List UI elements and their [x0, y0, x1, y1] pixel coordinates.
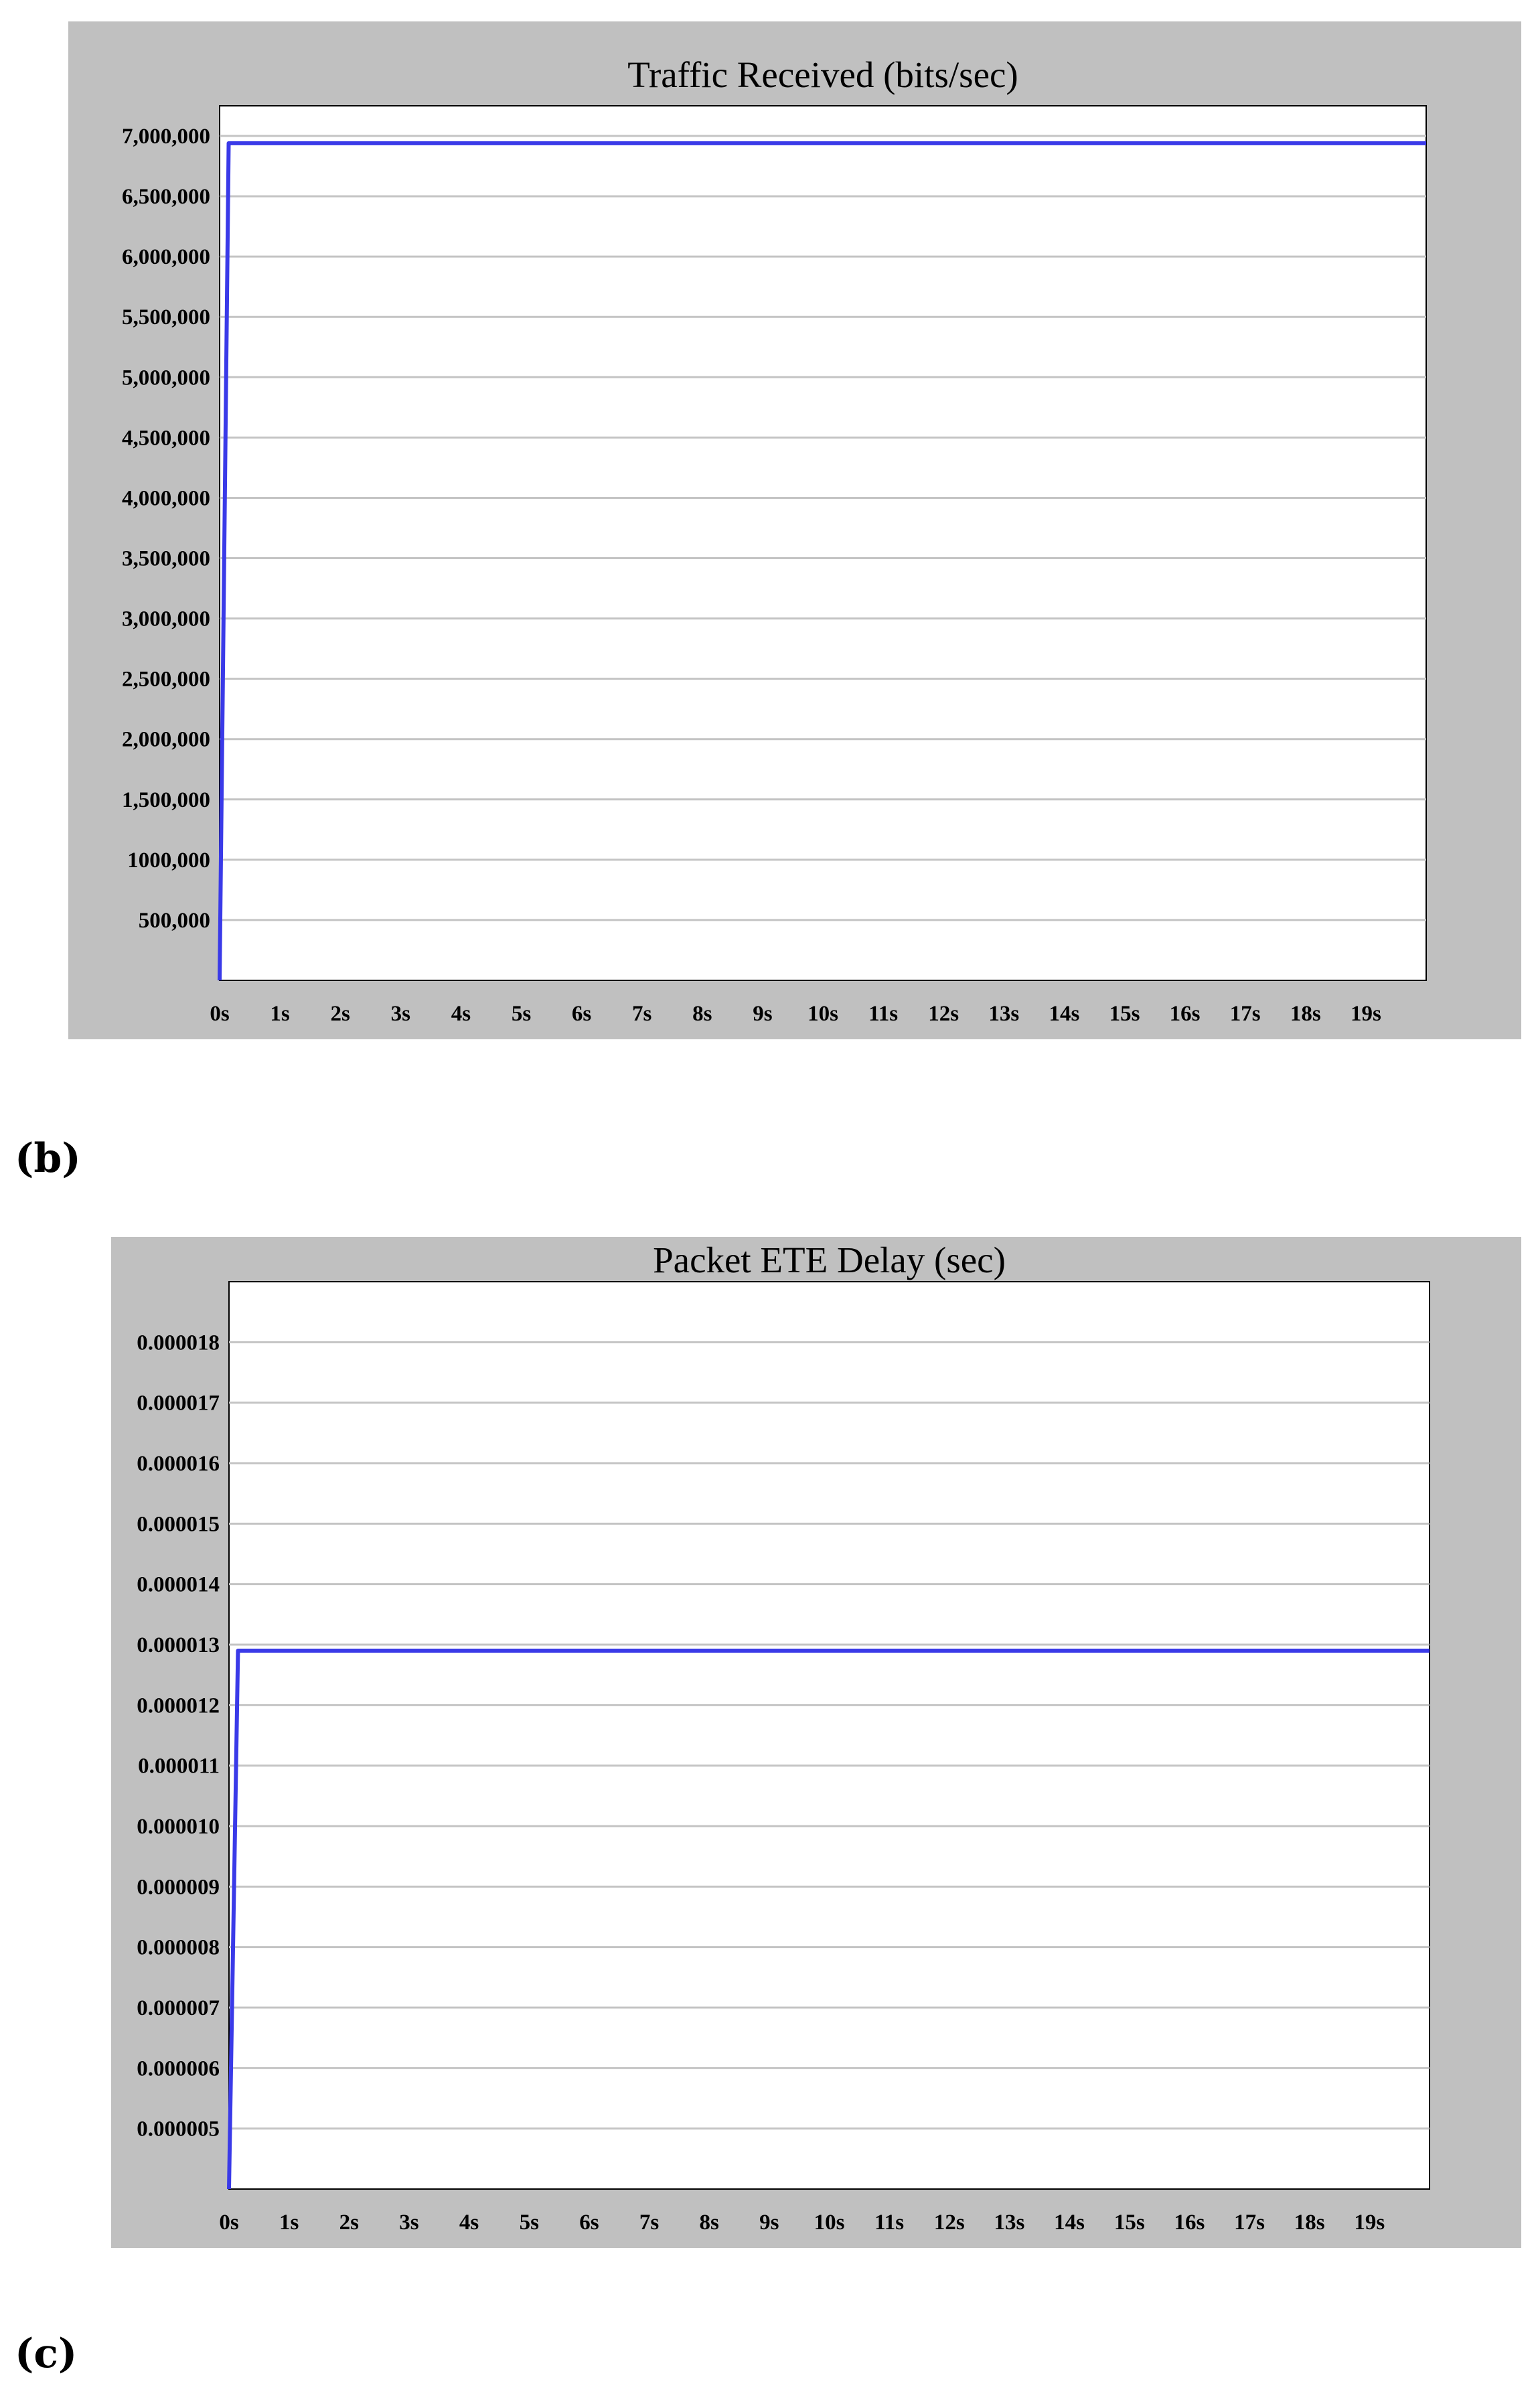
packet-ete-delay-x-tick-label: 4s [459, 2210, 479, 2235]
traffic-received-x-tick-label: 16s [1169, 1002, 1201, 1026]
packet-ete-delay-x-tick-label: 12s [933, 2210, 965, 2235]
traffic-received-x-tick-label: 1s [270, 1002, 290, 1026]
figure-label-c: (c) [15, 2330, 78, 2377]
packet-ete-delay-y-tick-label: 0.000018 [137, 1331, 220, 1355]
packet-ete-delay-x-tick-label: 3s [399, 2210, 419, 2235]
traffic-received-x-tick-label: 12s [928, 1002, 959, 1026]
packet-ete-delay-x-tick-label: 14s [1054, 2210, 1085, 2235]
packet-ete-delay-x-tick-label: 1s [279, 2210, 299, 2235]
traffic-received-chart [68, 21, 1521, 1039]
packet-ete-delay-x-tick-label: 8s [699, 2210, 719, 2235]
traffic-received-x-tick-label: 2s [330, 1002, 350, 1026]
packet-ete-delay-chart [111, 1237, 1521, 2248]
traffic-received-plot-area [220, 106, 1426, 980]
packet-ete-delay-y-tick-label: 0.000014 [137, 1572, 220, 1597]
packet-ete-delay-x-tick-label: 2s [339, 2210, 359, 2235]
traffic-received-x-tick-label: 3s [390, 1002, 410, 1026]
traffic-received-y-tick-label: 2,500,000 [122, 667, 210, 692]
traffic-received-y-tick-label: 7,000,000 [122, 125, 210, 149]
packet-ete-delay-x-tick-label: 16s [1174, 2210, 1205, 2235]
packet-ete-delay-y-tick-label: 0.000013 [137, 1633, 220, 1657]
traffic-received-y-tick-label: 4,000,000 [122, 486, 210, 511]
traffic-received-y-tick-label: 6,500,000 [122, 185, 210, 210]
packet-ete-delay-y-tick-label: 0.000016 [137, 1452, 220, 1476]
packet-ete-delay-y-tick-label: 0.000017 [137, 1391, 220, 1416]
traffic-received-x-tick-label: 10s [807, 1002, 838, 1026]
packet-ete-delay-plot-area [229, 1282, 1430, 2189]
packet-ete-delay-y-tick-label: 0.000012 [137, 1694, 220, 1718]
traffic-received-y-tick-label: 1,500,000 [122, 787, 210, 812]
traffic-received-x-tick-label: 19s [1350, 1002, 1381, 1026]
traffic-received-x-tick-label: 17s [1229, 1002, 1261, 1026]
packet-ete-delay-x-tick-label: 5s [519, 2210, 539, 2235]
packet-ete-delay-chart-title: Packet ETE Delay (sec) [653, 1240, 1006, 1280]
traffic-received-y-tick-label: 3,000,000 [122, 607, 210, 631]
packet-ete-delay-x-tick-label: 7s [639, 2210, 660, 2235]
traffic-received-x-tick-label: 4s [451, 1002, 471, 1026]
packet-ete-delay-y-tick-label: 0.000011 [138, 1754, 220, 1779]
traffic-received-y-tick-label: 4,500,000 [122, 426, 210, 451]
traffic-received-chart-panel [68, 21, 1521, 1039]
packet-ete-delay-x-tick-label: 19s [1354, 2210, 1385, 2235]
packet-ete-delay-x-tick-label: 11s [874, 2210, 905, 2235]
traffic-received-x-tick-label: 11s [868, 1002, 899, 1026]
packet-ete-delay-y-tick-label: 0.000007 [137, 1996, 220, 2020]
traffic-received-x-tick-label: 14s [1049, 1002, 1080, 1026]
traffic-received-y-tick-label: 6,000,000 [122, 245, 210, 270]
traffic-received-x-tick-label: 7s [632, 1002, 652, 1026]
traffic-received-y-tick-label: 1000,000 [127, 848, 210, 873]
traffic-received-x-tick-label: 8s [692, 1002, 712, 1026]
traffic-received-x-tick-label: 15s [1109, 1002, 1140, 1026]
traffic-received-y-tick-label: 3,500,000 [122, 546, 210, 571]
figure-label-b: (b) [15, 1135, 81, 1182]
packet-ete-delay-y-tick-label: 0.000009 [137, 1875, 220, 1900]
packet-ete-delay-x-tick-label: 18s [1294, 2210, 1325, 2235]
packet-ete-delay-x-tick-label: 10s [814, 2210, 845, 2235]
packet-ete-delay-x-tick-label: 17s [1234, 2210, 1265, 2235]
traffic-received-x-tick-label: 0s [210, 1002, 230, 1026]
packet-ete-delay-x-tick-label: 6s [579, 2210, 599, 2235]
traffic-received-x-tick-label: 18s [1290, 1002, 1321, 1026]
traffic-received-y-tick-label: 2,000,000 [122, 727, 210, 752]
traffic-received-x-tick-label: 9s [753, 1002, 773, 1026]
traffic-received-chart-title: Traffic Received (bits/sec) [627, 54, 1018, 95]
packet-ete-delay-y-tick-label: 0.000006 [137, 2056, 220, 2081]
traffic-received-x-tick-label: 6s [571, 1002, 592, 1026]
packet-ete-delay-y-tick-label: 0.000008 [137, 1935, 220, 1960]
packet-ete-delay-y-tick-label: 0.000010 [137, 1815, 220, 1839]
traffic-received-x-tick-label: 5s [511, 1002, 532, 1026]
traffic-received-x-tick-label: 13s [988, 1002, 1020, 1026]
packet-ete-delay-y-tick-label: 0.000015 [137, 1512, 220, 1537]
packet-ete-delay-chart-panel [111, 1237, 1521, 2248]
packet-ete-delay-x-tick-label: 9s [759, 2210, 779, 2235]
packet-ete-delay-x-tick-label: 0s [219, 2210, 239, 2235]
packet-ete-delay-x-tick-label: 15s [1113, 2210, 1145, 2235]
traffic-received-y-tick-label: 5,500,000 [122, 305, 210, 330]
packet-ete-delay-y-tick-label: 0.000005 [137, 2117, 220, 2142]
traffic-received-y-tick-label: 500,000 [138, 908, 210, 933]
traffic-received-y-tick-label: 5,000,000 [122, 366, 210, 390]
packet-ete-delay-x-tick-label: 13s [994, 2210, 1025, 2235]
